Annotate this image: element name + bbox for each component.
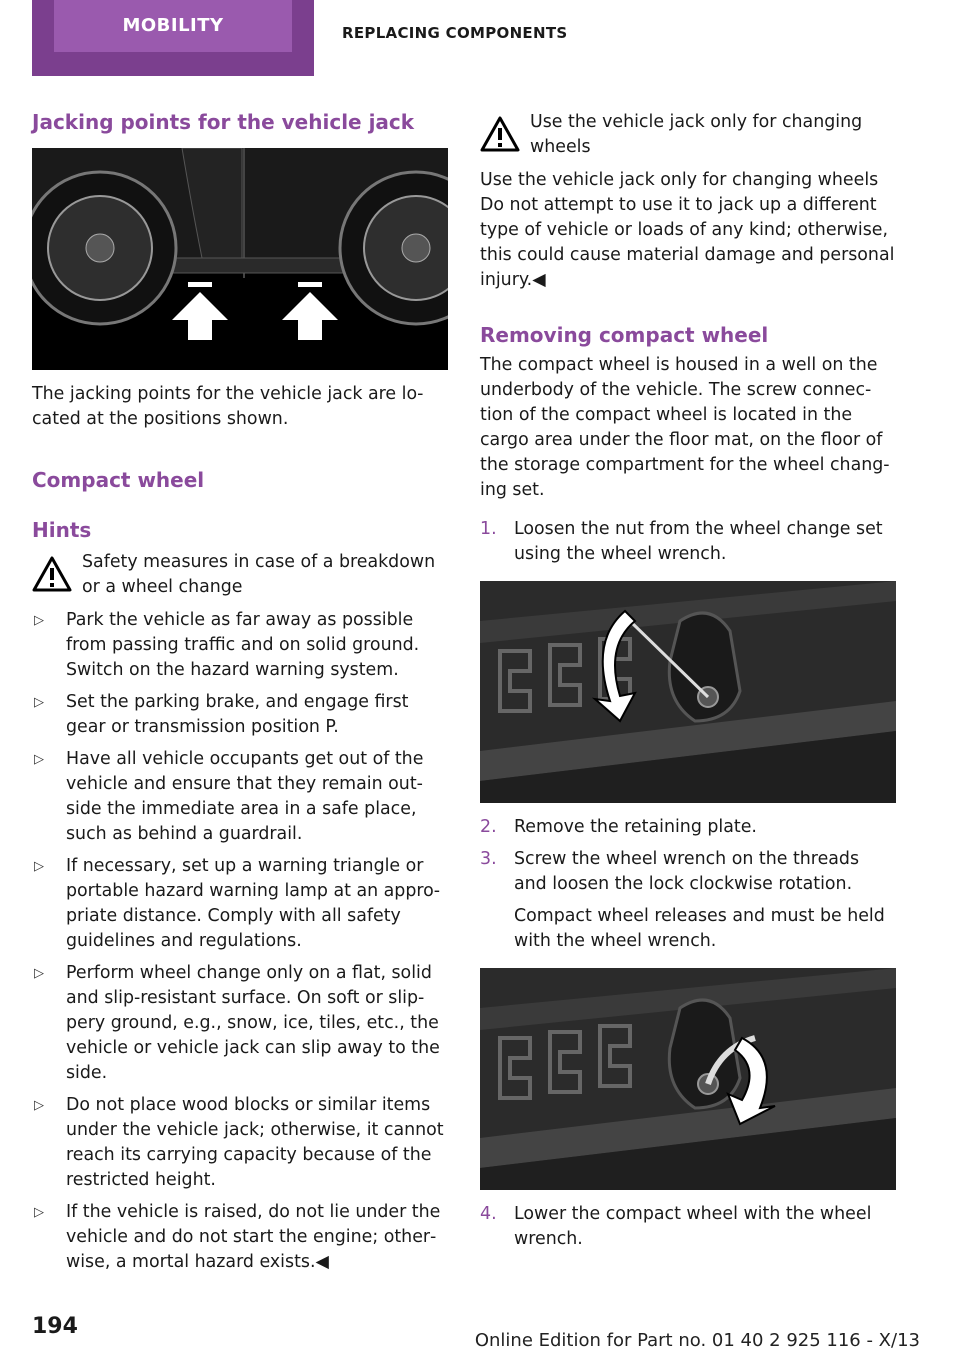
- bullet-triangle-icon: ▷: [34, 1205, 44, 1220]
- bullet-triangle-icon: ▷: [34, 695, 44, 710]
- section-title-compact-wheel: Compact wheel: [32, 468, 205, 492]
- step-item: 2. Remove the retaining plate.: [480, 817, 757, 837]
- warning-breakdown: [32, 550, 450, 600]
- warning-triangle-icon: [480, 116, 520, 152]
- bullet-triangle-icon: ▷: [34, 613, 44, 628]
- warning-jack-use-text: Use the vehicle jack only for changing wheels: [530, 112, 863, 157]
- list-item: ▷ If necessary, set up a warning triangle or portable hazard warning lamp at an appro‐priate distance. Comply with all safety guidelines and regulations.: [34, 856, 441, 951]
- list-item: ▷ Do not place wood blocks or similar items under the vehicle jack; otherwise, it cannot reach its carrying capacity because of the restricted height.: [34, 1095, 444, 1190]
- list-item: ▷ Perform wheel change only on a flat, solid and slip-resistant surface. On soft or slip‐pery ground, e.g., snow, ice, tiles, etc., the vehicle or vehicle jack can slip away to the side.: [34, 963, 440, 1083]
- section-title-removing: Removing compact wheel: [480, 323, 769, 347]
- right-column: [480, 110, 896, 1252]
- edition-footer: Online Edition for Part no. 01 40 2 925 116 - X/13: [474, 1330, 920, 1351]
- step-item: 4. Lower the compact wheel with the wheel wrench.: [480, 1204, 872, 1249]
- page-number: 194: [32, 1314, 78, 1339]
- steps-list-b: [480, 815, 896, 954]
- section-title-hints: Hints: [32, 518, 92, 542]
- wheel-well-illustration-1: [480, 581, 896, 803]
- bullet-triangle-icon: ▷: [34, 966, 44, 981]
- left-column: [32, 110, 450, 1282]
- safety-list: [32, 608, 450, 1275]
- wheel-nut-figure-1: [480, 581, 896, 803]
- removing-text: The compact wheel is housed in a well on the underbody of the vehicle. The screw connec‐tion of the compact wheel is located in the cargo area under the floor mat, on the floor of the storage compartment for the wheel chang‐ing set.: [480, 355, 890, 500]
- warning-jack-use: [480, 110, 896, 160]
- wheel-nut-figure-2: [480, 968, 896, 1190]
- jacking-points-illustration: [32, 148, 448, 370]
- warning-triangle-icon: [32, 556, 72, 592]
- bullet-triangle-icon: ▷: [34, 859, 44, 874]
- steps-list-a: [480, 517, 896, 567]
- step-item: 1. Loosen the nut from the wheel change set using the wheel wrench.: [480, 519, 883, 564]
- header-tab-label: MOBILITY: [122, 15, 224, 36]
- step-item: 3. Screw the wheel wrench on the threads and loosen the lock clockwise rotation.: [480, 849, 860, 894]
- bullet-triangle-icon: ▷: [34, 752, 44, 767]
- warning-breakdown-text: Safety measures in case of a breakdown or a wheel change: [82, 552, 436, 597]
- warning-jack-use-body: Use the vehicle jack only for changing wheels Do not attempt to use it to jack up a different type of vehicle or loads of any kind; otherwise, this could cause material damage and personal injury.◀: [480, 170, 895, 290]
- steps-list-c: [480, 1202, 896, 1252]
- jacking-caption: The jacking points for the vehicle jack are lo‐cated at the positions shown.: [32, 384, 424, 429]
- list-item: ▷ If the vehicle is raised, do not lie under the vehicle and do not start the engine; other‐wise, a mortal hazard exists.◀: [34, 1202, 441, 1272]
- wheel-well-illustration-2: [480, 968, 896, 1190]
- jacking-points-figure: [32, 148, 448, 370]
- section-title-jacking: Jacking points for the vehicle jack: [32, 110, 415, 134]
- bullet-triangle-icon: ▷: [34, 1098, 44, 1113]
- header-section-title: REPLACING COMPONENTS: [342, 24, 568, 42]
- list-item: ▷ Set the parking brake, and engage first gear or transmission position P.: [34, 692, 409, 737]
- list-item: ▷ Have all vehicle occupants get out of the vehicle and ensure that they remain out‐side the immediate area in a safe place, such as behind a guardrail.: [34, 749, 424, 844]
- list-item: ▷ Park the vehicle as far away as possible from passing traffic and on solid ground. Switch on the hazard warning system.: [34, 610, 420, 680]
- step-note: Compact wheel releases and must be held with the wheel wrench.: [514, 906, 885, 951]
